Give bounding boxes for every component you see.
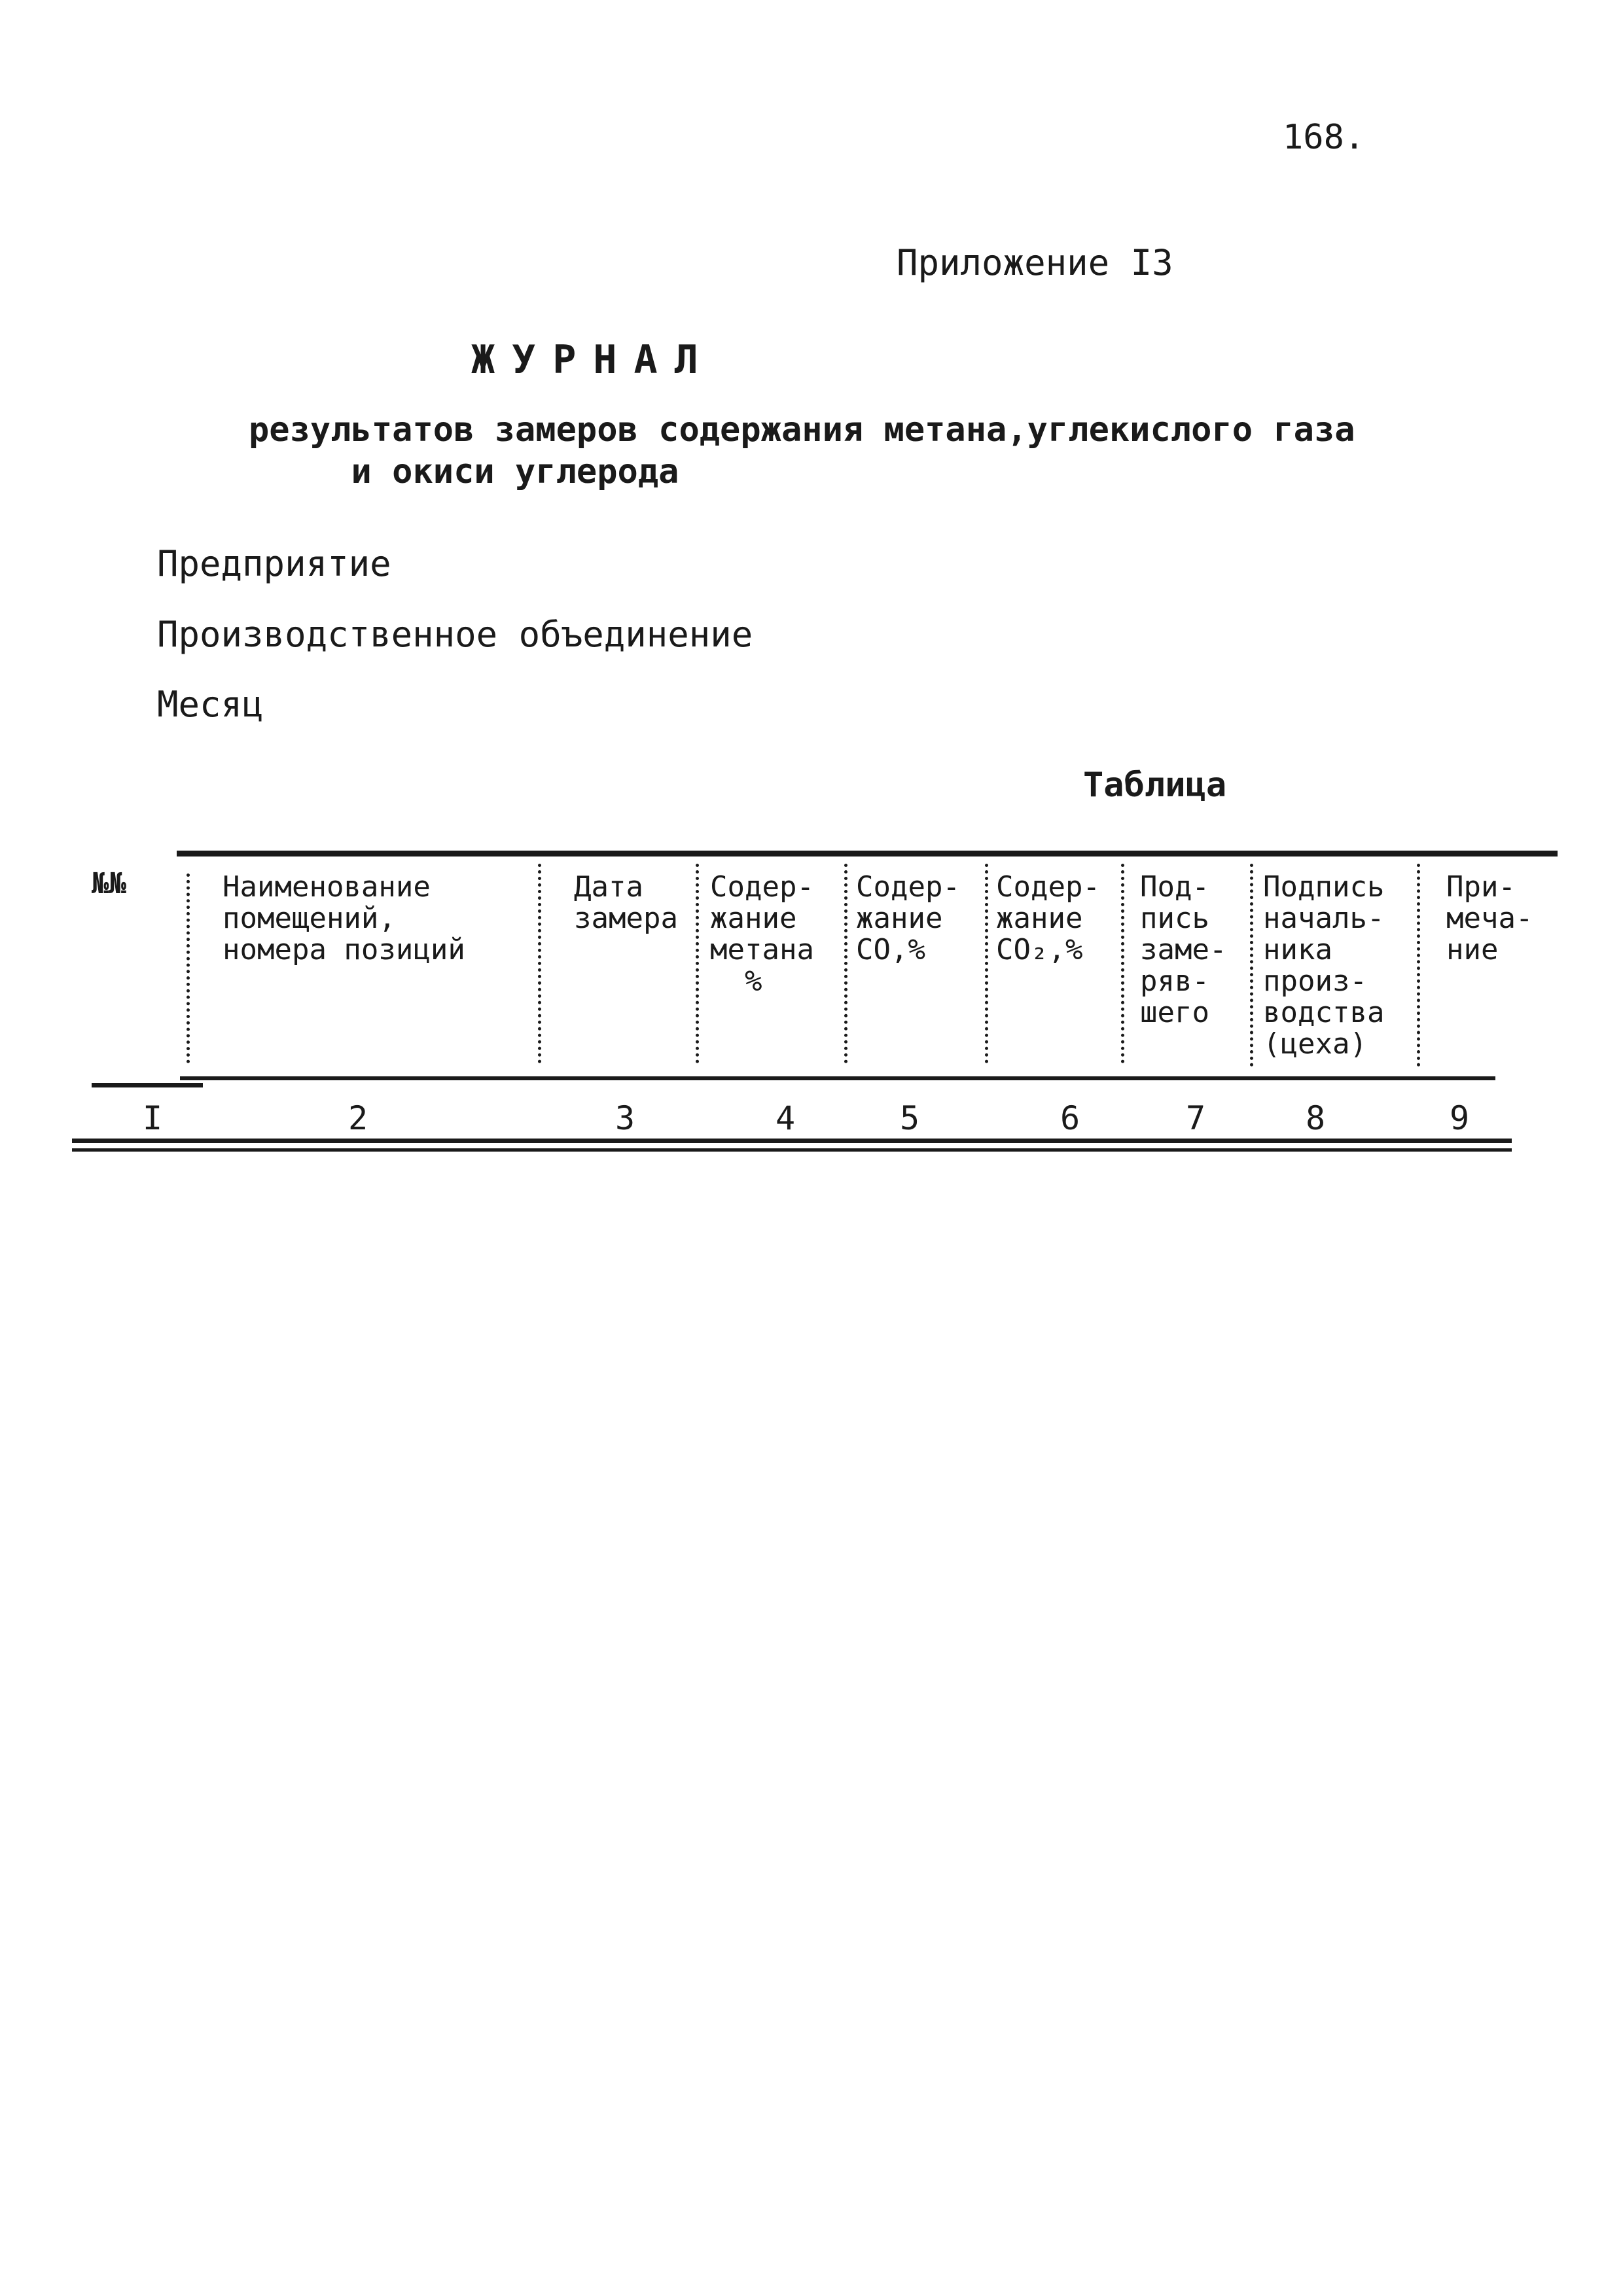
table-label: Таблица	[1083, 766, 1227, 805]
column-header-measurer-signature: Под- пись заме- ряв- шего	[1140, 870, 1227, 1029]
column-number: 8	[1306, 1099, 1326, 1137]
column-number: 9	[1450, 1099, 1470, 1137]
column-header-chief-signature: Подпись началь- ника произ- водства (цеха)	[1263, 870, 1385, 1061]
column-number: 7	[1186, 1099, 1206, 1137]
document-subtitle: результатов замеров содержания метана,углекислого газа и окиси углерода	[249, 410, 1355, 491]
field-month: Месяц	[157, 684, 264, 725]
column-divider	[985, 864, 988, 1063]
column-number: 4	[776, 1099, 796, 1137]
table-header-rule-left	[92, 1083, 203, 1087]
field-enterprise: Предприятие	[157, 543, 391, 584]
column-header-name: Наименование помещений, номера позиций	[223, 870, 465, 966]
column-number: 3	[615, 1099, 635, 1137]
table-bottom-rule	[72, 1139, 1512, 1143]
number-mark: №№	[92, 867, 126, 900]
column-number: I	[143, 1099, 163, 1137]
column-header-methane: Содер- жание метана %	[710, 870, 814, 998]
column-divider	[538, 864, 541, 1063]
table-bottom-rule-2	[72, 1148, 1512, 1152]
column-divider	[1417, 864, 1420, 1067]
column-divider	[1121, 864, 1124, 1063]
column-number: 6	[1060, 1099, 1080, 1137]
document-title: ЖУРНАЛ	[471, 337, 715, 383]
column-number: 2	[348, 1099, 368, 1137]
column-header-note: При- меча- ние	[1446, 870, 1533, 966]
column-divider	[844, 864, 847, 1063]
appendix-label: Приложение I3	[897, 242, 1173, 283]
field-association: Производственное объединение	[157, 614, 753, 655]
column-header-co: Содер- жание CO,%	[856, 870, 960, 966]
column-header-date: Дата замера	[574, 870, 678, 935]
table-header-rule	[180, 1076, 1495, 1080]
column-divider	[696, 864, 699, 1063]
column-divider	[1250, 864, 1253, 1067]
column-number: 5	[900, 1099, 920, 1137]
page-number: 168.	[1283, 118, 1365, 157]
table-top-rule	[177, 851, 1558, 857]
column-divider	[187, 874, 190, 1063]
column-header-co2: Содер- жание CO₂,%	[996, 870, 1100, 966]
